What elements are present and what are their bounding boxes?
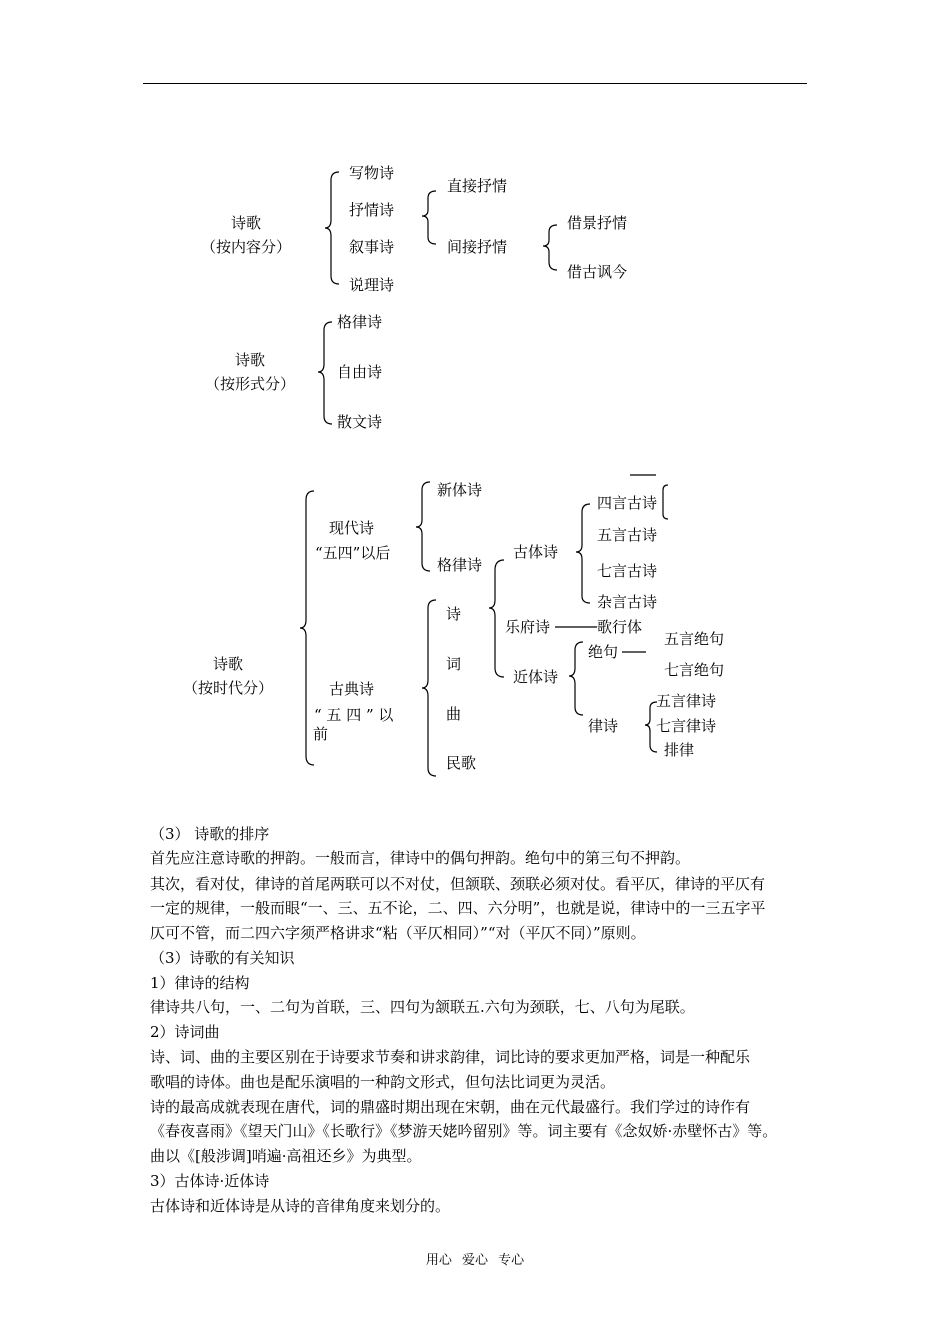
diagram1-root-sub: （按内容分）	[200, 238, 291, 256]
text-line: 古体诗和近体诗是从诗的音律角度来划分的。	[150, 1197, 451, 1215]
node-xinti: 新体诗	[437, 481, 483, 499]
node-siyan: 四言古诗	[597, 494, 658, 512]
brace-shi	[489, 560, 504, 677]
brace-era	[300, 491, 314, 765]
text-line: 《春夜喜雨》《望天门山》《长歌行》《梦游天姥吟留别》等。词主要有《念奴娇·赤壁怀古》等。	[150, 1122, 778, 1140]
node-classic-sub1: “ 五 四 ” 以	[314, 706, 394, 724]
section-heading: （3） 诗歌的排序	[150, 825, 270, 843]
node-xiewu: 写物诗	[349, 164, 395, 182]
brace-guti	[576, 504, 590, 603]
node-jinti: 近体诗	[513, 668, 559, 686]
node-shi: 诗	[446, 605, 462, 623]
page-footer: 用心 爱心 专心	[425, 1253, 525, 1268]
node-lvshi: 律诗	[588, 717, 619, 735]
node-jiegu: 借古讽今	[567, 263, 628, 281]
text-line: 首先应注意诗歌的押韵。一般而言，律诗中的偶句押韵。绝句中的第三句不押韵。	[150, 849, 691, 867]
diagram3-root: 诗歌	[212, 655, 243, 673]
node-ziyou: 自由诗	[337, 363, 383, 381]
text-line: 诗的最高成就表现在唐代，词的鼎盛时期出现在宋朝，曲在元代最盛行。我们学过的诗作有	[150, 1098, 751, 1116]
brace-modern	[416, 482, 430, 571]
node-xushi: 叙事诗	[349, 238, 395, 256]
node-qu: 曲	[446, 705, 462, 723]
node-jiejing: 借景抒情	[567, 214, 628, 232]
text-line: 歌唱的诗体。曲也是配乐演唱的一种韵文形式，但句法比词更为灵活。	[150, 1073, 616, 1091]
node-gelv: 格律诗	[337, 313, 383, 331]
brace-form	[318, 322, 332, 424]
node-yuefu: 乐府诗	[505, 618, 551, 636]
brace-classic	[422, 600, 436, 776]
stray-bracket	[663, 485, 668, 519]
brace-content-l1	[325, 172, 339, 284]
text-line: 仄可不管，而二四六字须严格讲求“粘（平仄相同）”“对（平仄不同）”原则。	[150, 924, 646, 942]
brace-content-l2	[422, 191, 436, 244]
text-line: 1）律诗的结构	[150, 974, 250, 992]
node-classic: 古典诗	[329, 680, 375, 698]
node-qiyan-gu: 七言古诗	[597, 562, 658, 580]
node-modern-gelv: 格律诗	[437, 556, 483, 574]
text-line: （3）诗歌的有关知识	[150, 949, 295, 967]
node-qiyan-lv: 七言律诗	[656, 717, 717, 735]
node-classic-sub2: 前	[313, 725, 329, 743]
node-zhijie: 直接抒情	[447, 177, 508, 195]
node-shuoli: 说理诗	[349, 276, 395, 294]
node-guti: 古体诗	[513, 543, 559, 561]
node-jueju: 绝句	[588, 643, 619, 661]
node-minge: 民歌	[446, 754, 477, 772]
node-jianjie: 间接抒情	[447, 238, 508, 256]
node-shuqing: 抒情诗	[349, 201, 395, 219]
node-modern: 现代诗	[329, 519, 375, 537]
text-line: 诗、词、曲的主要区别在于诗要求节奏和讲求韵律，词比诗的要求更加严格，词是一种配乐	[150, 1048, 751, 1066]
brace-content-l3	[543, 225, 557, 270]
text-line: 曲以《[般涉调]哨遍·高祖还乡》为典型。	[150, 1147, 422, 1165]
node-wuyan-jue: 五言绝句	[664, 630, 725, 648]
text-line: 律诗共八句，一、二句为首联，三、四句为颔联五.六句为颈联，七、八句为尾联。	[150, 998, 695, 1016]
node-ci: 词	[446, 655, 462, 673]
text-line: 一定的规律，一般而眼“一、三、五不论，二、四、六分明”，也就是说，律诗中的一三五字平	[150, 899, 766, 917]
text-line: 3）古体诗·近体诗	[150, 1172, 270, 1190]
text-line: 2）诗词曲	[150, 1023, 220, 1041]
diagram2-root: 诗歌	[234, 351, 265, 369]
diagram3-root-sub: （按时代分）	[182, 679, 273, 697]
diagram2-root-sub: （按形式分）	[204, 375, 295, 393]
node-gexing: 歌行体	[597, 618, 643, 636]
node-qiyan-jue: 七言绝句	[664, 661, 725, 679]
node-wuyan-lv: 五言律诗	[656, 692, 717, 710]
node-sanwen: 散文诗	[337, 413, 383, 431]
node-modern-sub: “五四”以后	[315, 544, 391, 562]
node-wuyan-gu: 五言古诗	[597, 526, 658, 544]
node-pailv: 排律	[664, 741, 695, 759]
brace-jinti	[569, 642, 583, 715]
text-line: 其次，看对仗，律诗的首尾两联可以不对仗，但颔联、颈联必须对仗。看平仄，律诗的平仄有	[150, 875, 766, 893]
diagram1-root: 诗歌	[230, 214, 261, 232]
node-zayan: 杂言古诗	[597, 593, 658, 611]
